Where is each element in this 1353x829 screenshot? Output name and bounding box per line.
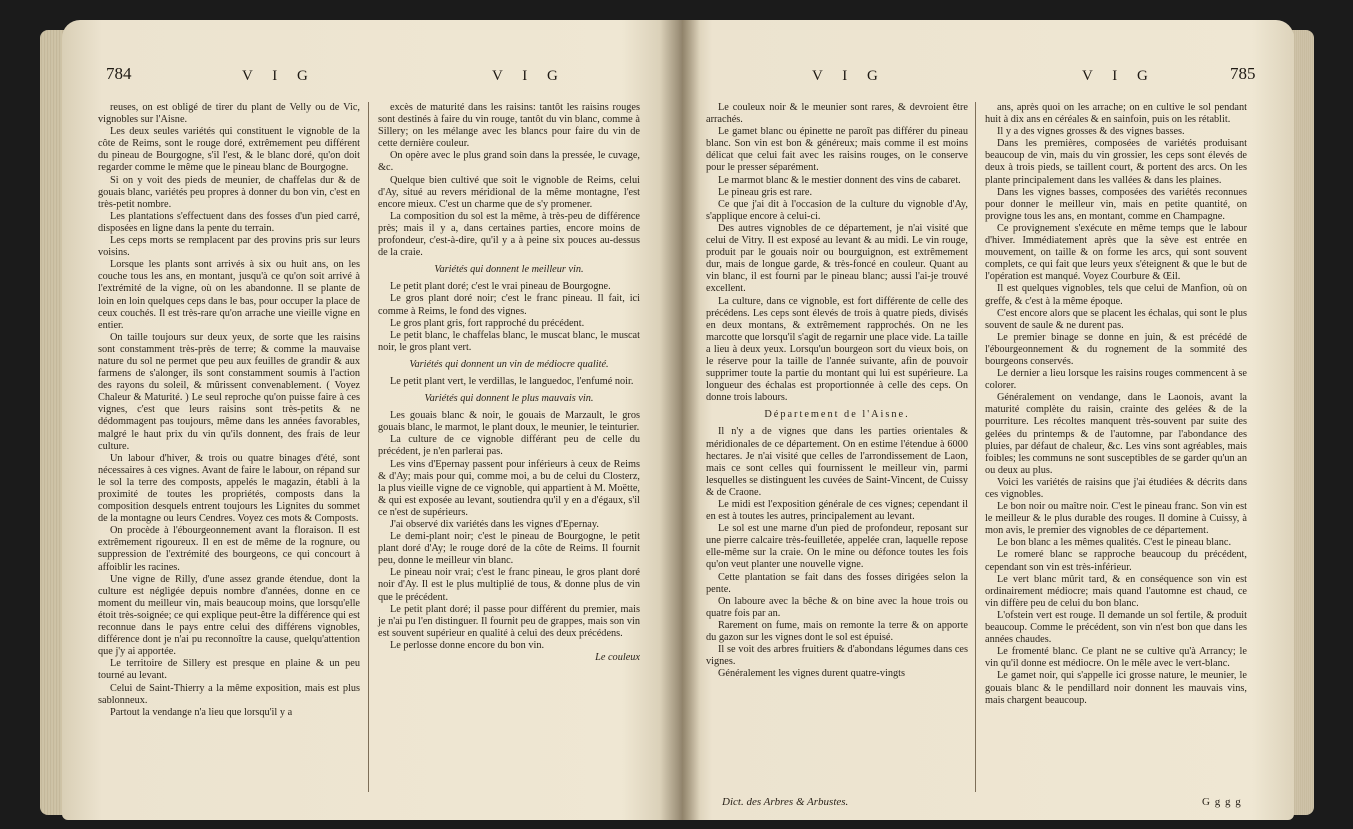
page-stack-left: [40, 30, 64, 815]
paragraph: Généralement on vendange, dans le Laonois, avant la maturité complète du raisin, crainte des gelées & de la pourriture. Les récoltes manquent très-souvent par suite des gelées du printemps & de l'automne, par l'abondance des pluies, par défaut de chaleur, &c. Les vins sont agréables, mais foibles; les communs ne sont susceptibles de se garder qu'un an ou deux au plus.: [985, 392, 1247, 476]
paragraph: La composition du sol est la même, à très-peu de différence près; mais il y a, dans certaines parties, encore moins de profondeur, c'est-à-dire, qu'il y a à peine six pouces au-dessus de la craie.: [378, 210, 640, 259]
book-gutter: [660, 20, 700, 820]
paragraph: Le dernier a lieu lorsque les raisins rouges commencent à se colorer.: [985, 368, 1247, 392]
paragraph: excès de maturité dans les raisins: tantôt les raisins rouges sont destinés à faire du vin rouge, tantôt du vin blanc, comme à Sillery; on les mélange avec les blancs pour faire du vin de cette dernière couleur.: [378, 102, 640, 150]
left-page: [62, 20, 682, 820]
paragraph: Le bon noir ou maître noir. C'est le pineau franc. Son vin est le meilleur & le plus durable des rouges. Il domine à Cuissy, à mon avis, le premier des vignobles de ce département.: [985, 501, 1247, 537]
paragraph: ans, après quoi on les arrache; on en cultive le sol pendant huit à dix ans en céréales & en sainfoin, puis on les rétablit.: [985, 102, 1247, 126]
paragraph: Le perlosse donne encore du bon vin.: [390, 639, 545, 651]
paragraph: On taille toujours sur deux yeux, de sorte que les raisins sont constamment très-près de terre; & comme la mauvaise nature du sol ne permet que peu aux feuilles de grandir & aux farmens de s'alonger, ils sont constamment soumis à l'action des rayons du soleil, & mûrissent convenablement. ( Voyez Chaleur & Maturité. ) Le seul reproche qu'on puisse faire à ces vignes, c'est que leurs raisins sont très-petits & ne dédommagent pas toujours, même dans les années favorables, malgré le haut prix du vin qu'ils donnent, des frais de leur culture.: [98, 331, 360, 452]
paragraph: Les vins d'Epernay passent pour inférieurs à ceux de Reims & d'Ay; mais pour qui, comme moi, a bu de celui du Closterz, la plus vieille vigne de ce vignoble, qui appartient à M. Moëtte, & qui est exposée au levant, soutiendra qu'il y en a d'égaux, s'il ce n'est de supérieurs.: [378, 458, 640, 518]
paragraph: Celui de Saint-Thierry a la même exposition, mais est plus sablonneux.: [98, 682, 360, 706]
paragraph: On laboure avec la bêche & on bine avec la houe trois ou quatre fois par an.: [706, 595, 968, 619]
paragraph: Le premier binage se donne en juin, & est précédé de l'ébourgeonnement & du rognement de la sommité des bourgeons conservés.: [985, 331, 1247, 367]
paragraph: Dans les vignes basses, composées des variétés reconnues pour donner le meilleur vin, mais en petite quantité, on provigne tous les ans, en montant, comme en Champagne.: [985, 186, 1247, 222]
paragraph: Il y a des vignes grosses & des vignes basses.: [997, 126, 1185, 138]
paragraph: Le romeré blanc se rapproche beaucoup du précédent, cependant son vin est très-inférieur.: [985, 549, 1247, 573]
paragraph: Le territoire de Sillery est presque en plaine & un peu tourné au levant.: [98, 658, 360, 682]
catchword: Le couleux: [595, 652, 640, 664]
paragraph: Des autres vignobles de ce département, je n'ai visité que celui de Vitry. Il est exposé au levant & au midi. Le vin rouge, produit par le gouais noir ou bourguignon, est extrêmement dur, mais de longue garde, & très-foncé en couleur. Quant au vin blanc, il est fourni par le pineau blanc; aussi l'ai-je trouvé excellent.: [706, 222, 968, 295]
paragraph: Cette plantation se fait dans des fosses dirigées selon la pente.: [706, 571, 968, 595]
page-stack-right: [1292, 30, 1314, 815]
paragraph: Le gamet noir, qui s'appelle ici grosse nature, le meunier, le gouais blanc & le pendillard noir donnent les mauvais vins, mais chargent beaucoup.: [985, 670, 1247, 706]
text-column-right-2: [985, 102, 1247, 707]
paragraph: Le petit plant doré; c'est le vrai pineau de Bourgogne.: [390, 281, 611, 293]
paragraph: C'est encore alors que se placent les échalas, qui sont le plus souvent de saule & ne durent pas.: [985, 307, 1247, 331]
paragraph: Le fromenté blanc. Ce plant ne se cultive qu'à Arrancy; le vin qu'il donne est médiocre. On le mêle avec le vert-blanc.: [985, 646, 1247, 670]
paragraph: Le gros plant doré noir; c'est le franc pineau. Il fait, ici comme à Reims, le fond des vignes.: [378, 293, 640, 317]
page-number: 785: [1230, 64, 1256, 83]
running-header: V I G: [242, 68, 316, 84]
right-page: [682, 20, 1294, 820]
page-number: 784: [106, 64, 132, 83]
column-rule: [975, 102, 976, 792]
paragraph: Les ceps morts se remplacent par des provins pris sur leurs voisins.: [98, 235, 360, 259]
running-header: V I G: [492, 68, 566, 84]
paragraph: Le gros plant gris, fort rapproché du précédent.: [390, 317, 585, 329]
section-heading: Variétés qui donnent un vin de médiocre qualité.: [409, 358, 609, 370]
paragraph: Rarement on fume, mais on remonte la terre & on apporte du gazon sur les vignes dont le sol est épuisé.: [706, 619, 968, 644]
paragraph: Les gouais blanc & noir, le gouais de Marzault, le gros gouais blanc, le marmot, le plant doux, le meunier, le teinturier.: [378, 410, 640, 434]
paragraph: Le marmot blanc & le mestier donnent des vins de cabaret.: [718, 174, 961, 186]
signature-mark: G g g g: [1202, 796, 1242, 808]
paragraph: Voici les variétés de raisins que j'ai étudiées & décrits dans ces vignobles.: [985, 476, 1247, 500]
running-header: V I G: [812, 68, 886, 84]
paragraph: On opère avec le plus grand soin dans la pressée, le cuvage, &c.: [378, 150, 640, 174]
paragraph: Les deux seules variétés qui constituent le vignoble de la côte de Reims, sont le rouge doré, extrêmement peu différent du pineau de Bourgogne, s'il l'est, & le blanc doré, qu'on doit regarder comme le même que le pineau blanc de Bourgogne.: [98, 126, 360, 174]
paragraph: Le demi-plant noir; c'est le pineau de Bourgogne, le petit plant doré d'Ay; le rouge doré de la côte de Reims. Il fournit peu, donne le meilleur vin blanc.: [378, 531, 640, 567]
paragraph: Généralement les vignes durent quatre-vingts: [718, 668, 905, 680]
paragraph: La culture de ce vignoble différant peu de celle du précédent, je n'en parlerai pas.: [378, 434, 640, 458]
paragraph: Quelque bien cultivé que soit le vignoble de Reims, celui d'Ay, situé au revers méridional de la même montagne, l'est encore mieux. C'est un charme que de s'y promener.: [378, 174, 640, 210]
paragraph: Le gamet blanc ou épinette ne paroît pas différer du pineau blanc. Son vin est bon & généreux; mais comme il est moins délicat que celui fait avec les raisins rouges, on le conserve pour le presser séparément.: [706, 126, 968, 174]
section-heading: Variétés qui donnent le plus mauvais vin.: [424, 393, 594, 405]
paragraph: On procède à l'ébourgeonnement avant la floraison. Il est extrêmement rigoureux. Il en est de même de la rognure, ou suppression de l'extrémité des bourgeons, ce qui concourt à affoiblir les racines.: [98, 525, 360, 573]
paragraph: Les plantations s'effectuent dans des fosses d'un pied carré, disposées en ligne dans la pente du terrain.: [98, 210, 360, 234]
paragraph: Dans les premières, composées de variétés produisant beaucoup de vin, mais du vin grossier, les ceps sont élevés de deux à trois pieds, se taillent court, & portent des arcs. On les plante principalement dans les vallées & dans les plaines.: [985, 138, 1247, 186]
paragraph: Le bon blanc a les mêmes qualités. C'est le pineau blanc.: [997, 537, 1232, 549]
text-column-left-2: [378, 102, 640, 664]
paragraph: Le sol est une marne d'un pied de profondeur, reposant sur une pierre calcaire très-feuilletée, appelée cran, laquelle repose elle-même sur la craie. On le mine ou défonce toutes les fois qu'on veut planter une nouvelle vigne.: [706, 523, 968, 571]
paragraph: La culture, dans ce vignoble, est fort différente de celle des précédens. Les ceps sont élevés de trois à quatre pieds, divisés en deux montans, & extrêmement rapprochés. On ne les marcotte que lorsqu'il s'agit de regarnir une place vide. La taille a lieu à deux yeux. Lorsqu'un bourgeon sort du vieux bois, on le réserve pour la taille de l'année suivante, afin de pouvoir supprimer toute la partie du montant qui lui est supérieure. La longueur des échalas est proportionnée à celle des ceps. On donne trois labours.: [706, 295, 968, 404]
paragraph: Le petit blanc, le chaffelas blanc, le muscat blanc, le muscat noir, le gros plant vert.: [378, 329, 640, 353]
text-column-right-1: [706, 102, 968, 680]
running-header: V I G: [1082, 68, 1156, 84]
paragraph: Si on y voit des pieds de meunier, de chaffelas dur & de gouais blanc, variétés peu propres à donner du bon vin, c'est en très-petit nombre.: [98, 174, 360, 210]
paragraph: Le midi est l'exposition générale de ces vignes; cependant il en est à toutes les autres, principalement au levant.: [706, 499, 968, 523]
paragraph: Lorsque les plants sont arrivés à six ou huit ans, on les couche tous les ans, en montant, jusqu'à ce qu'on soit arrivé à l'extrémité de la vigne, où on les abandonne. Il se plante de loin en loin quelques ceps dans le bas, pour occuper la place de ceux couchés. Il est très-rare qu'on arrache une vieille vigne en entier.: [98, 259, 360, 331]
paragraph: Il n'y a de vignes que dans les parties orientales & méridionales de ce département. On en estime l'étendue à 6000 hectares. Je n'ai visité que celles de l'arrondissement de Laon, mais ce sont celles qui fournissent le meilleur vin, parmi lesquelles se distinguent les cuvées de Saint-Vincent, de Cuissy & de Craone.: [706, 426, 968, 498]
section-heading: Variétés qui donnent le meilleur vin.: [434, 264, 584, 276]
text-column-left-1: [98, 102, 360, 719]
page-footer: Dict. des Arbres & Arbustes.: [722, 796, 849, 808]
column-rule: [368, 102, 369, 792]
paragraph: Le petit plant vert, le verdillas, le languedoc, l'enfumé noir.: [390, 375, 634, 387]
paragraph: Le pineau gris est rare.: [718, 186, 813, 198]
paragraph: Partout la vendange n'a lieu que lorsqu'il y a: [110, 706, 293, 718]
paragraph: Une vigne de Rilly, d'une assez grande étendue, dont la culture est négligée depuis nombre d'années, donne en ce moment du meilleur vin, mais beaucoup moins, que lorsqu'elle étoit très-soignée; ce qui explique peut-être la différence qui est reconnue dans le pays entre celui des différens vignobles, différence dont je n'ai pu reconnoître la cause, quelqu'attention que j'y ai apportée.: [98, 573, 360, 658]
section-heading: Département de l'Aisne.: [764, 409, 910, 421]
paragraph: Ce provignement s'exécute en même temps que le labour d'hiver. Immédiatement après que la sève est entrée en mouvement, on taille & on forme les arcs, qui sont souvent complets, ce qui fait que leurs yeux s'éteignent & que le but de l'opération est manqué. Voyez Courbure & Œil.: [985, 222, 1247, 283]
paragraph: Il se voit des arbres fruitiers & d'abondans légumes dans ces vignes.: [706, 644, 968, 668]
paragraph: reuses, on est obligé de tirer du plant de Velly ou de Vic, vignobles sur l'Aisne.: [98, 102, 360, 126]
paragraph: Le petit plant doré; il passe pour différent du premier, mais je n'ai pu l'en distinguer. Il fournit peu de grappes, mais son vin est souvent supérieur en qualité à celui des deux précédens.: [378, 603, 640, 639]
paragraph: Le couleux noir & le meunier sont rares, & devroient être arrachés.: [706, 102, 968, 126]
paragraph: J'ai observé dix variétés dans les vignes d'Epernay.: [390, 519, 599, 530]
paragraph: Ce que j'ai dit à l'occasion de la culture du vignoble d'Ay, s'applique encore à celui-ci.: [706, 198, 968, 222]
paragraph: Un labour d'hiver, & trois ou quatre binages d'été, sont nécessaires à ces vignes. Avant de faire le labour, on répand sur le sol la terre des composts, appelés le magazin, établi à la proximité de toutes les propriétés, composts dans la composition desquels entrent toujours les Lignites du sommet de la montagne ou leurs Cendres. Voyez ces mots & Composts.: [98, 452, 360, 525]
paragraph: L'ofstein vert est rouge. Il demande un sol fertile, & produit beaucoup. Comme le précédent, son vin n'est bon que dans les années chaudes.: [985, 609, 1247, 646]
paragraph: Il est quelques vignobles, tels que celui de Manfion, où on greffe, & c'est à la même époque.: [985, 283, 1247, 307]
paragraph: Le vert blanc mûrit tard, & en conséquence son vin est ordinairement médiocre; mais quand l'automne est chaud, ce vin diffère peu de celui du bon blanc.: [985, 573, 1247, 609]
paragraph: Le pineau noir vrai; c'est le franc pineau, le gros plant doré noir d'Ay. Il est le plus multiplié de tous, & donne plus de vin que le précédent.: [378, 567, 640, 603]
